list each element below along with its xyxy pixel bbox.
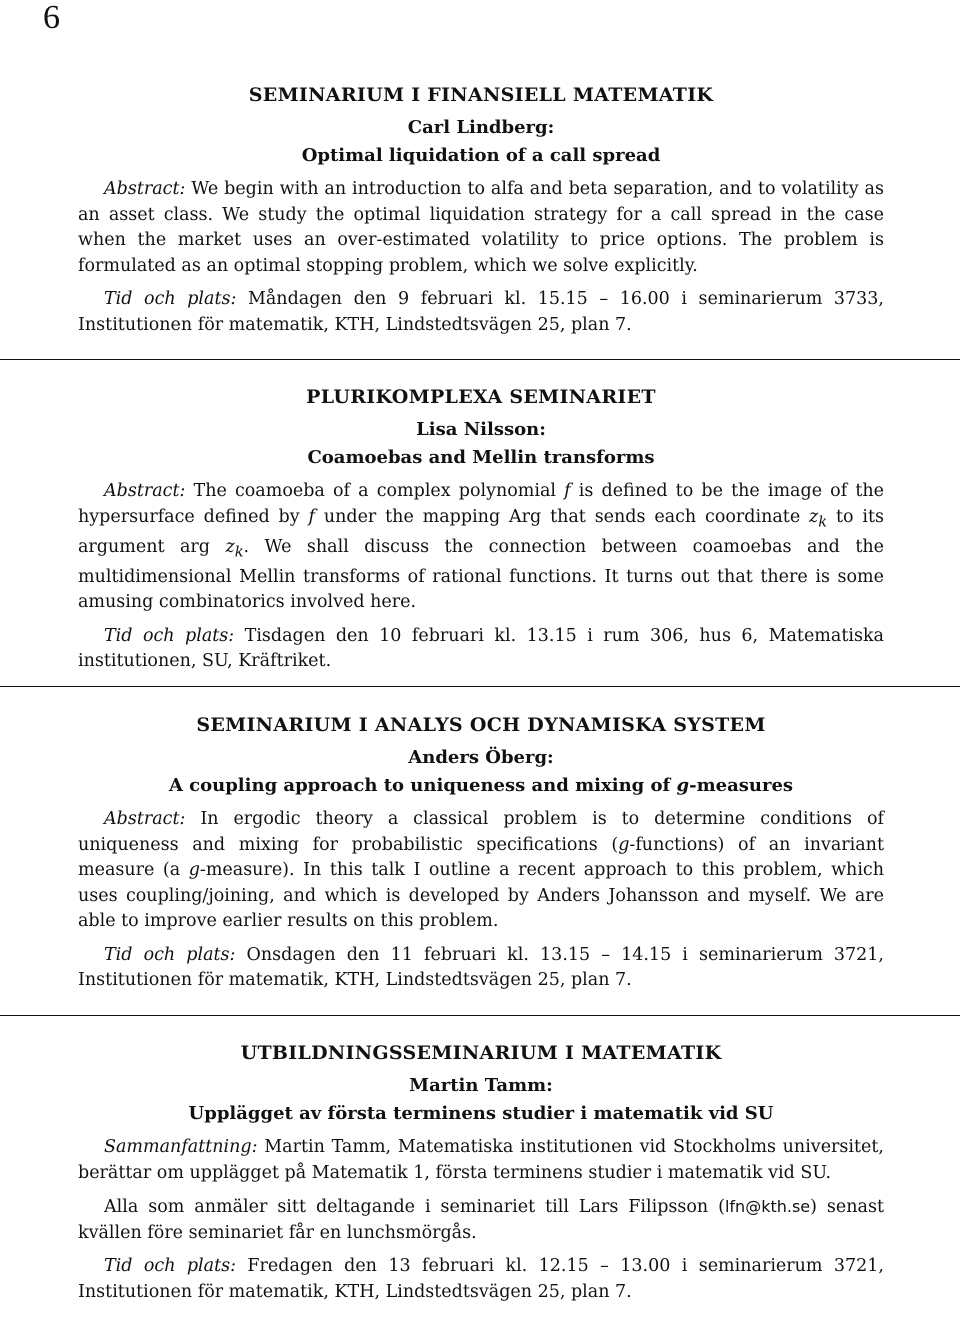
math-subscript: k — [818, 513, 828, 530]
talk-title-text: A coupling approach to uniqueness and mixing of — [168, 775, 677, 796]
section-divider — [0, 686, 960, 687]
abstract-paragraph — [78, 807, 884, 935]
time-place-text: Tisdagen den 10 februari kl. 13.15 i rum 306, hus 6, Matematiska institutionen, SU, Kräftriket. — [78, 625, 884, 671]
speaker-name: Carl Lindberg: — [407, 117, 555, 138]
abstract-text: is defined to be the image of the hypersurface defined by — [78, 481, 884, 527]
abstract-text: -measure). In this talk I outline a recent approach to this problem, which uses coupling/joining, and which is developed by Anders Johansson and myself. We are able to improve earlier results on this problem. — [78, 860, 884, 931]
time-place-paragraph — [78, 287, 884, 338]
abstract-text: . We shall discuss the connection between coamoebas and the multidimensional Mellin transforms of rational functions. It turns out that there is some amusing combinatorics involved here. — [78, 536, 884, 612]
abstract-text: -functions) of an invariant measure (a — [78, 834, 884, 880]
math-symbol: f — [308, 506, 315, 527]
speaker-name: Martin Tamm: — [409, 1075, 553, 1096]
section-divider — [0, 1015, 960, 1016]
abstract-text: The coamoeba of a complex polynomial — [193, 481, 565, 501]
signup-paragraph — [78, 1194, 884, 1246]
time-place-paragraph — [78, 624, 884, 675]
seminar-analys-dynamiska-system — [78, 714, 884, 994]
signup-text: Alla som anmäler sitt deltagande i seminariet till Lars Filipsson ( — [104, 1197, 725, 1217]
email-address: lfn@kth.se — [724, 1197, 811, 1216]
seminar-title: PLURIKOMPLEXA SEMINARIET — [306, 386, 656, 408]
time-place-label: Tid och plats: — [104, 1256, 237, 1276]
abstract-label: Abstract: — [104, 481, 186, 501]
time-place-paragraph — [78, 1254, 884, 1305]
talk-title: Upplägget av första terminens studier i matematik vid SU — [188, 1103, 774, 1124]
time-place-label: Tid och plats: — [104, 944, 236, 965]
time-place-text: Måndagen den 9 februari kl. 15.15 – 16.00 i seminarierum 3733, Institutionen för matematik, KTH, Lindstedtsvägen 25, plan 7. — [78, 289, 884, 335]
abstract-paragraph — [78, 177, 884, 279]
signup-text: ) senast kvällen före seminariet får en lunchsmörgås. — [78, 1197, 884, 1243]
math-symbol: f — [564, 481, 571, 501]
math-symbol: g — [676, 775, 690, 796]
time-place-paragraph — [78, 943, 884, 994]
page-number: 6 — [43, 0, 60, 36]
abstract-text: to its argument arg — [78, 506, 884, 557]
math-symbol: g — [618, 834, 630, 855]
abstract-paragraph — [78, 479, 884, 616]
seminar-plurikomplexa — [78, 386, 884, 675]
abstract-text: In ergodic theory a classical problem is to determine conditions of uniqueness and mixing for probabilistic specifications ( — [78, 809, 884, 855]
abstract-text: under the mapping Arg that sends each coordinate — [314, 506, 810, 527]
summary-label: Sammanfattning: — [104, 1137, 258, 1157]
talk-title: Coamoebas and Mellin transforms — [307, 447, 655, 468]
talk-title: Optimal liquidation of a call spread — [301, 145, 661, 166]
abstract-text: We begin with an introduction to alfa and beta separation, and to volatility as an asset class. We study the optimal liquidation strategy for a call spread in the case when the market uses an over-estimated volatility to price options. The problem is formulated as an optimal stopping problem, which we solve explicitly. — [78, 179, 884, 276]
math-symbol: g — [188, 860, 200, 880]
time-place-text: Fredagen den 13 februari kl. 12.15 – 13.00 i seminarierum 3721, Institutionen för matematik, KTH, Lindstedtsvägen 25, plan 7. — [78, 1256, 884, 1302]
talk-title-text: -measures — [689, 775, 794, 796]
time-place-label: Tid och plats: — [104, 289, 237, 309]
section-divider — [0, 359, 960, 360]
time-place-text: Onsdagen den 11 februari kl. 13.15 – 14.15 i seminarierum 3721, Institutionen för matematik, KTH, Lindstedtsvägen 25, plan 7. — [78, 944, 884, 990]
abstract-label: Abstract: — [104, 809, 186, 829]
math-subscript: k — [234, 543, 244, 560]
seminar-finansiell-matematik — [78, 84, 884, 338]
speaker-name: Anders Öberg: — [408, 747, 554, 768]
seminar-title: SEMINARIUM I FINANSIELL MATEMATIK — [248, 84, 714, 106]
seminar-utbildningsseminarium — [78, 1042, 884, 1305]
speaker-name: Lisa Nilsson: — [416, 419, 546, 440]
talk-title — [78, 775, 884, 796]
summary-paragraph — [78, 1135, 884, 1186]
math-symbol: z — [225, 536, 235, 557]
seminar-title: UTBILDNINGSSEMINARIUM I MATEMATIK — [240, 1042, 722, 1064]
abstract-label: Abstract: — [104, 179, 186, 199]
math-symbol: z — [809, 506, 819, 527]
seminar-title: SEMINARIUM I ANALYS OCH DYNAMISKA SYSTEM — [196, 714, 766, 736]
time-place-label: Tid och plats: — [104, 625, 235, 646]
summary-text: Martin Tamm, Matematiska institutionen vid Stockholms universitet, berättar om upplägget på Matematik 1, första terminens studier i matematik vid SU. — [78, 1137, 884, 1183]
